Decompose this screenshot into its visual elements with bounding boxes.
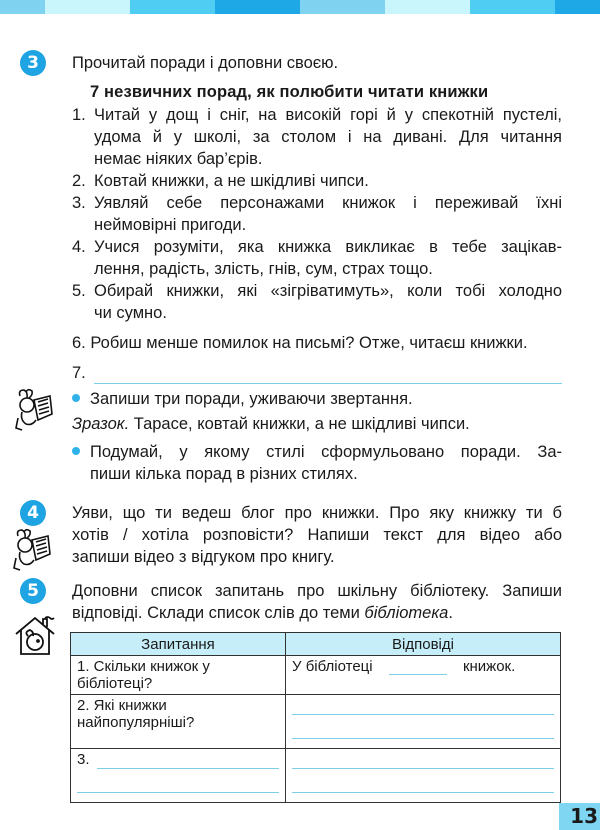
task-text: Подумай, у якому стилі сформульовано поради. За- (90, 443, 562, 461)
task-styles (72, 441, 562, 485)
house-rabbit-icon (14, 616, 56, 656)
table-row (71, 749, 561, 803)
tips-heading: 7 незвичних порад, як полюбити читати книжки (90, 83, 489, 101)
tip-text (94, 170, 562, 192)
answer-cell (286, 749, 561, 803)
answer-blank-input[interactable] (389, 658, 447, 675)
top-color-banner (0, 0, 600, 14)
tip-item (72, 236, 562, 280)
banner-segment (470, 0, 555, 14)
question-number: 3. (77, 751, 90, 768)
question-line-input[interactable] (97, 768, 279, 769)
tip-number: 4. (72, 238, 86, 256)
column-header-answers: Відповіді (286, 633, 561, 656)
table-row (71, 695, 561, 749)
tip-7-input[interactable] (94, 362, 562, 384)
answer-suffix: книжок. (462, 658, 516, 675)
tip-number: 2. (72, 172, 86, 190)
question-cell: 1. Скільки книжок у бібліотеці? (71, 656, 286, 695)
exercise-4-text (72, 502, 562, 568)
column-header-questions: Запитання (71, 633, 286, 656)
topic-word: бібліотека (364, 604, 449, 622)
exercise-5-text-part: . (448, 604, 453, 622)
task-text: Запиши три поради, уживаючи звертання. (90, 390, 413, 408)
bullet-icon (72, 447, 80, 455)
tip-item (72, 104, 562, 170)
tip-line: лення, радість, злість, гнів, сум, страх тощо. (94, 260, 433, 278)
tip-line: удома й у школі, за столом і на дивані. Для читання (94, 128, 562, 146)
tip-line: Обирай книжки, які «зігріватимуть», коли тобі холодно (94, 282, 562, 300)
tip-number: 1. (72, 106, 86, 124)
question-line-input[interactable] (77, 792, 279, 793)
rabbit-reading-icon (12, 528, 54, 574)
answer-line-input[interactable] (292, 792, 554, 793)
exercise-5-line: Доповни список запитань про шкільну бібліотеку. Запиши (72, 582, 562, 600)
tip-line: Читай у дощ і сніг, на високій горі й у спекотній пустелі, (94, 106, 562, 124)
tip-line: чи сумно. (94, 304, 167, 322)
tip-number: 5. (72, 282, 86, 300)
exercise-4-badge: 4 (20, 500, 46, 526)
question-cell (71, 749, 286, 803)
exercise-4-line: запиши відео з відгуком про книгу. (72, 548, 335, 566)
tips-list (72, 104, 562, 384)
tip-text (94, 236, 562, 280)
exercise-5-text-part: відповіді. Склади список слів до теми (72, 604, 365, 622)
sample-text: Тарасе, ковтай книжки, а не шкідливі чипси. (129, 415, 470, 433)
banner-segment (0, 0, 45, 14)
bullet-icon (72, 394, 80, 402)
tip-text: Робиш менше помилок на письмі? Отже, читаєш книжки. (90, 334, 528, 352)
rabbit-reading-icon (14, 388, 56, 434)
answer-cell (286, 656, 561, 695)
banner-segment (130, 0, 215, 14)
exercise-5-text (72, 580, 562, 624)
blank-line[interactable] (94, 363, 562, 384)
exercise-3-instruction: Прочитай поради і доповни своєю. (72, 54, 339, 72)
task-text: пиши кілька порад в різних стилях. (90, 465, 358, 483)
tip-line: Учися розуміти, яка книжка викликає в тебе зацікав- (94, 238, 562, 256)
tip-number: 6. (72, 334, 86, 352)
answer-line-input[interactable] (292, 714, 554, 715)
tip-number: 7. (72, 364, 86, 382)
question-cell: 2. Які книжки найпопулярніші? (71, 695, 286, 749)
task-line (72, 441, 562, 463)
exercise-5-line (72, 602, 562, 624)
answer-prefix: У бібліотеці (292, 658, 373, 675)
tip-text (94, 104, 562, 170)
answer-cell (286, 695, 561, 749)
answer-line-input[interactable] (292, 738, 554, 739)
tip-item (72, 192, 562, 236)
banner-segment (385, 0, 470, 14)
tip-text (94, 280, 562, 324)
banner-segment (300, 0, 385, 14)
table-header-row (71, 633, 561, 656)
task-write-three-tips (72, 388, 413, 410)
banner-segment (45, 0, 130, 14)
exercise-3-badge: 3 (20, 50, 46, 76)
banner-segment (555, 0, 600, 14)
tip-item (72, 362, 562, 384)
tip-item (72, 332, 562, 354)
exercise-4-line: Уяви, що ти ведеш блог про книжки. Про яку книжку ти б (72, 504, 562, 522)
sample (72, 413, 470, 435)
tip-number: 3. (72, 194, 86, 212)
tip-line: Ковтай книжки, а не шкідливі чипси. (94, 172, 369, 190)
tip-line: немає ніяких бар’єрів. (94, 150, 263, 168)
tip-line: неймовірні пригоди. (94, 216, 247, 234)
tip-item (72, 280, 562, 324)
answer-line-input[interactable] (292, 768, 554, 769)
tip-text (94, 192, 562, 236)
page-number: 13 (559, 803, 600, 830)
banner-segment (215, 0, 300, 14)
table-row (71, 656, 561, 695)
library-questions-table (70, 632, 561, 803)
tip-item (72, 170, 562, 192)
exercise-4-line: хотів / хотіла розповісти? Напиши текст для відео або (72, 526, 562, 544)
sample-label: Зразок. (72, 415, 130, 433)
tip-line: Уявляй себе персонажами книжок і переживай їхні (94, 194, 562, 212)
exercise-5-badge: 5 (20, 578, 46, 604)
